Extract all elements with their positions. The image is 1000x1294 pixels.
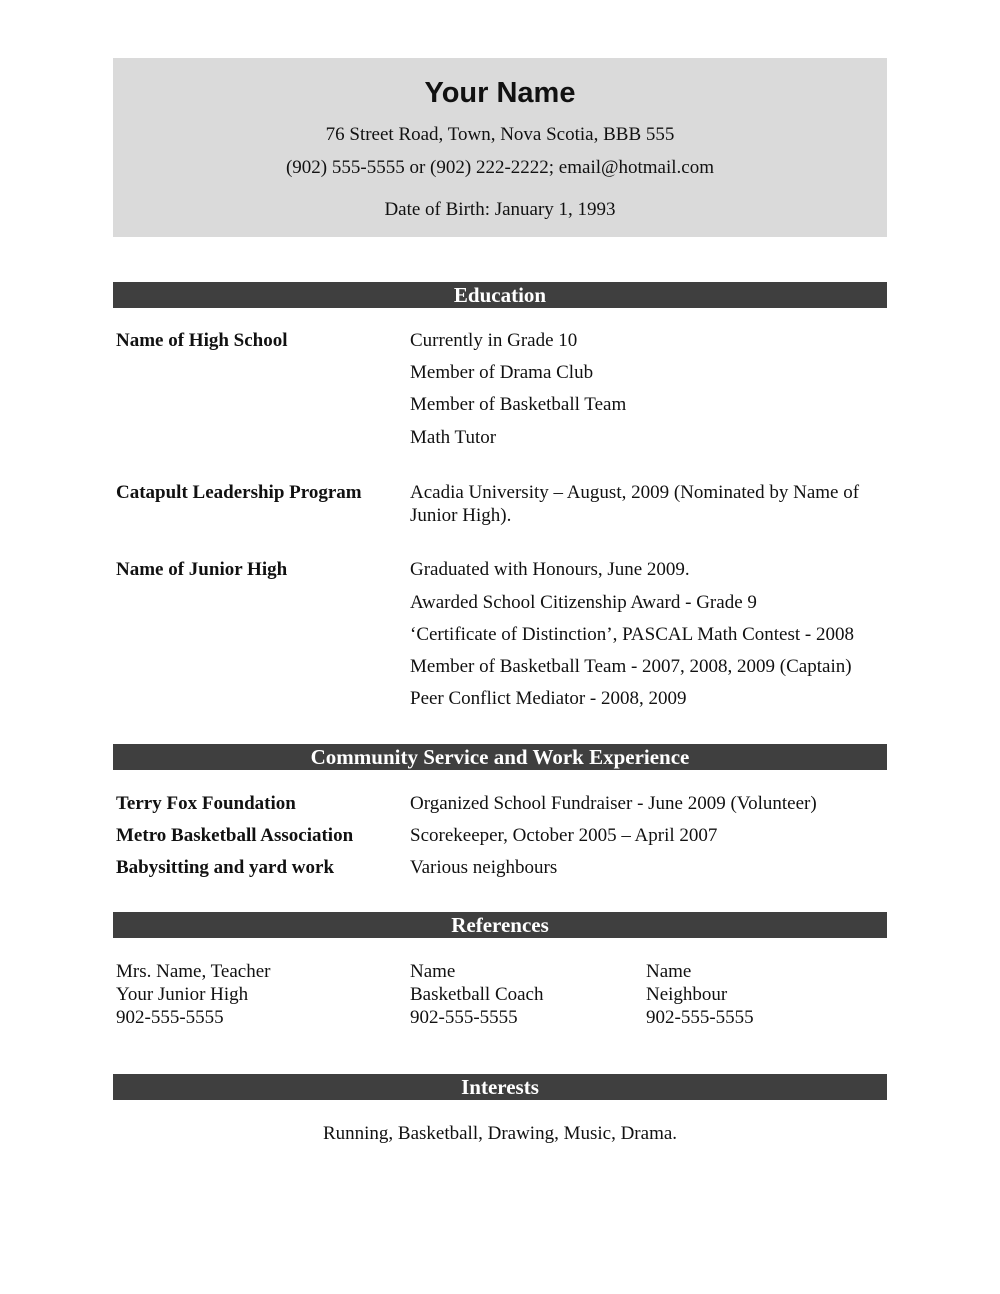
contact-info: (902) 555-5555 or (902) 222-2222; email@hotmail.com <box>285 157 715 178</box>
entry-detail: ‘Certificate of Distinction’, PASCAL Math Contest - 2008 <box>410 624 854 645</box>
entry-name: Babysitting and yard work <box>116 857 335 878</box>
entry-detail: Junior High). <box>410 505 512 526</box>
entry-name: Name of High School <box>116 330 288 351</box>
entry-name: Catapult Leadership Program <box>116 482 362 503</box>
reference-line: Mrs. Name, Teacher <box>116 961 271 982</box>
entry-detail: Organized School Fundraiser - June 2009 (Volunteer) <box>410 793 817 814</box>
entry-detail: Member of Drama Club <box>410 362 594 383</box>
entry-detail: Member of Basketball Team <box>410 394 627 415</box>
section-header-community: Community Service and Work Experience <box>113 744 887 770</box>
address: 76 Street Road, Town, Nova Scotia, BBB 555 <box>325 124 675 145</box>
section-header-interests: Interests <box>113 1074 887 1100</box>
reference-line: 902-555-5555 <box>116 1007 224 1028</box>
entry-detail: Member of Basketball Team - 2007, 2008, 2009 (Captain) <box>410 656 852 677</box>
reference-line: Basketball Coach <box>410 984 544 1005</box>
reference-line: 902-555-5555 <box>410 1007 518 1028</box>
resume-name: Your Name <box>424 77 576 109</box>
entry-detail: Scorekeeper, October 2005 – April 2007 <box>410 825 718 846</box>
entry-detail: Awarded School Citizenship Award - Grade 9 <box>410 592 757 613</box>
section-header-education: Education <box>113 282 887 308</box>
entry-detail: Graduated with Honours, June 2009. <box>410 559 690 580</box>
entry-detail: Acadia University – August, 2009 (Nominated by Name of <box>410 482 860 503</box>
reference-line: Your Junior High <box>116 984 249 1005</box>
interests-text: Running, Basketball, Drawing, Music, Drama. <box>322 1123 678 1144</box>
entry-detail: Currently in Grade 10 <box>410 330 578 351</box>
section-header-references: References <box>113 912 887 938</box>
entry-name: Name of Junior High <box>116 559 288 580</box>
entry-detail: Math Tutor <box>410 427 497 448</box>
date-of-birth: Date of Birth: January 1, 1993 <box>384 199 616 220</box>
entry-detail: Various neighbours <box>410 857 558 878</box>
entry-name: Terry Fox Foundation <box>116 793 296 814</box>
entry-detail: Peer Conflict Mediator - 2008, 2009 <box>410 688 687 709</box>
reference-line: Neighbour <box>646 984 728 1005</box>
entry-name: Metro Basketball Association <box>116 825 354 846</box>
reference-line: Name <box>410 961 456 982</box>
reference-line: Name <box>646 961 692 982</box>
reference-line: 902-555-5555 <box>646 1007 754 1028</box>
